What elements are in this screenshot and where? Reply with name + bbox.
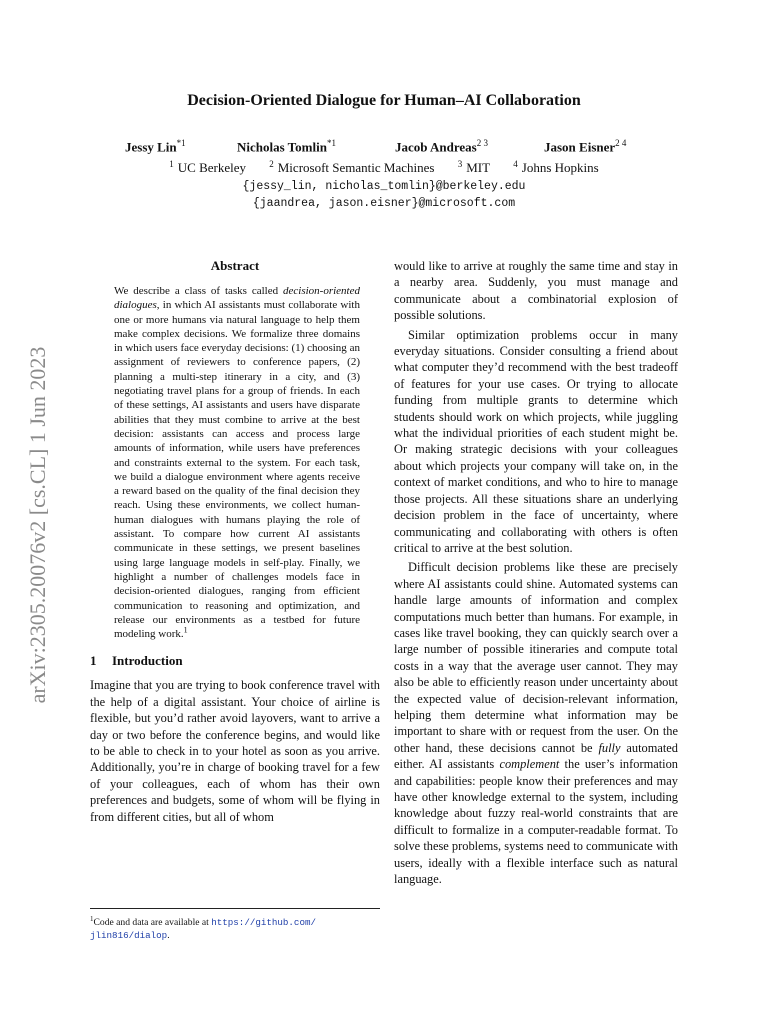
author-jessy-lin: Jessy Lin$^{*1}$ bbox=[125, 138, 186, 155]
footnote: $^1$Code and data are available at https://github.com/ jlin816/dialop. bbox=[90, 908, 380, 942]
abstract-heading: Abstract bbox=[210, 258, 260, 273]
right-column bbox=[394, 258, 678, 887]
left-column bbox=[90, 258, 380, 825]
affiliation-3: $^3$ MIT bbox=[457, 159, 491, 176]
intro-paragraph-1: Imagine that you are trying to book conference travel with the help of a digital assistant. Your choice of airline is flexible, but you’d rather avoid layovers, want to arrive a day or two before the conference begins, and would like to be able to check in to your hotel as soon as you arrive. Additionally, you’re in charge of booking travel for a few of your colleagues, each of whom has their own preferences and budgets, some of whom will be flying in from different cities, but all of whom bbox=[90, 678, 380, 824]
affiliation-2: $^2$ Microsoft Semantic Machines bbox=[269, 159, 435, 176]
affiliation-1: $^1$ UC Berkeley bbox=[169, 159, 246, 176]
arxiv-identifier: arXiv:2305.20076v2 [cs.CL] 1 Jun 2023 bbox=[25, 346, 50, 704]
affiliation-list bbox=[0, 159, 768, 176]
author-list bbox=[120, 138, 660, 158]
code-link-cont[interactable]: jlin816/dialop bbox=[90, 930, 168, 942]
author-jason-eisner: Jason Eisner$^{2 4}$ bbox=[544, 138, 627, 155]
email-microsoft: {jaandrea, jason.eisner}@microsoft.com bbox=[252, 197, 516, 210]
code-link[interactable]: https://github.com/ bbox=[211, 917, 316, 929]
body-paragraph-3: Difficult decision problems like these are precisely where AI assistants could shine. Automated systems can handle large amounts of information and complex computations much better than humans. For example, in cases like travel booking, they can quickly search over a large number of possible itineraries and compute total costs in a way that the average user cannot. They may also be able to efficiently reason under uncertainty about the expected value of decision-relevant information, helping them determine what information may be important to share with or request from the user. On the other hand, these decisions cannot be fully automated either. AI assistants complement the user’s information and capabilities: people know their preferences and may have other knowledge external to the system, including knowledge about fuzzy real-world constraints that are difficult to formalize in a computer-readable format. To solve these problems, systems need to communicate with users, ideally with a flexible interface such as natural language. bbox=[394, 560, 678, 887]
arxiv-sidebar bbox=[18, 300, 58, 750]
abstract-text: We describe a class of tasks called decision-oriented dialogues, in which AI assistants must collaborate with one or more humans via natural language to help them make complex decisions. We formalize three domains in which users face everyday decisions: (1) choosing an assignment of reviewers to conference papers, (2) planning a multi-step itinerary in a city, and (3) negotiating travel plans for a group of friends. In each of these settings, AI assistants and users have disparate abilities that they must combine to arrive at the best decision: assistants can access and process large amounts of information, while users have preferences and constraints external to the system. For each task, we build a dialogue environment where agents receive a reward based on the quality of the final decision they reach. Using these environments, we collect human-human dialogues with humans playing the role of assistant. To compare how current AI assistants communicate in these settings, we present baselines using large language models in self-play. Finally, we highlight a number of challenges models face in decision-oriented dialogues, ranging from efficient communication to reasoning and optimization, and release our environments as a testbed for future modeling work.$^1$ bbox=[114, 285, 360, 641]
author-jacob-andreas: Jacob Andreas$^{2 3}$ bbox=[395, 138, 488, 155]
paper-title: Decision-Oriented Dialogue for Human–AI Collaboration bbox=[187, 92, 581, 109]
email-berkeley: {jessy_lin, nicholas_tomlin}@berkeley.edu bbox=[242, 180, 526, 193]
body-paragraph-2: Similar optimization problems occur in many everyday situations. Consider consulting a friend about what computer they’d recommend with the best tradeoff of features for your use cases. Or trying to allocate funding from multiple grants to determine which students should work on which projects, while juggling what the individual priorities of each student might be. Or making strategic decisions with your colleagues about which projects your company will take on, in the context of market conditions, and who to hire to manage those projects. All these situations share an underlying decision problem in the face of uncertainty, where communicating and collaborating with others is often critical to arrive at the best solution. bbox=[394, 327, 678, 555]
footnote-ref: 1 bbox=[183, 625, 188, 635]
affiliation-4: $^4$ Johns Hopkins bbox=[513, 159, 599, 176]
author-nicholas-tomlin: Nicholas Tomlin$^{*1}$ bbox=[237, 138, 336, 155]
body-paragraph-continuation: would like to arrive at roughly the same time and stay in a nearby area. Suddenly, you must manage and communicate about a combinatorial explosion of possible solutions. bbox=[394, 259, 678, 323]
intro-heading: 1 Introduction bbox=[90, 653, 183, 669]
